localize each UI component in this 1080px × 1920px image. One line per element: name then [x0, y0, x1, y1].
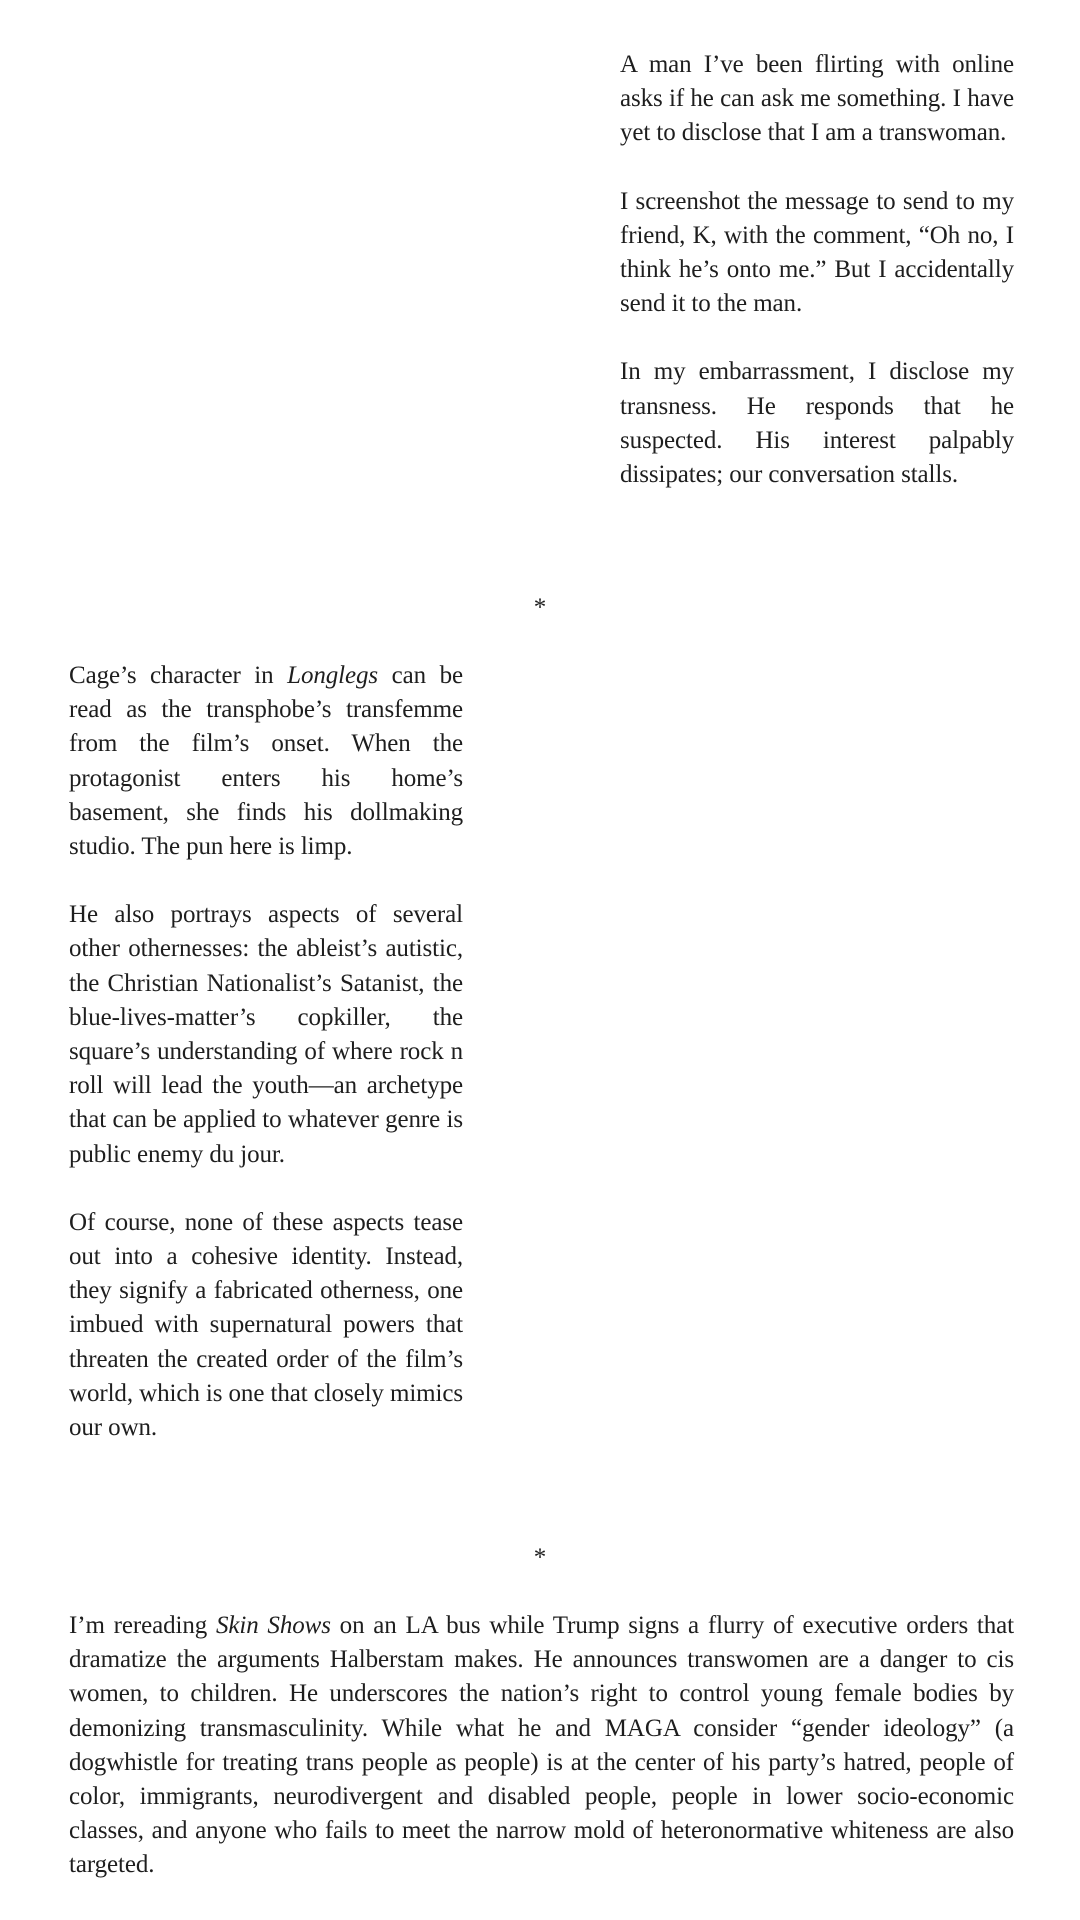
section-longlegs-analysis [69, 659, 463, 1479]
text-span: Cage’s character in [69, 662, 288, 689]
paragraph: In my embarrassment, I disclose my transness. He responds that he suspected. His interest palpably dissipates; our conversation stalls. [620, 358, 1014, 489]
section-divider: * [533, 1544, 547, 1571]
paragraph [69, 1609, 1014, 1883]
text-span: I’m rereading [69, 1612, 216, 1639]
book-title: Skin Shows [215, 1612, 331, 1639]
text-span: can be read as the transphobe’s transfemme from the film’s onset. When the protagonist enters his home’s basement, she finds his dollmaking studio. The pun here is limp. [69, 662, 463, 861]
paragraph: A man I’ve been flirting with online asks if he can ask me something. I have yet to disclose that I am a transwoman. [620, 51, 1014, 147]
paragraph [69, 659, 463, 864]
paragraph: He also portrays aspects of several other othernesses: the ableist’s autistic, the Christian Nationalist’s Satanist, the blue-lives-matter’s copkiller, the square’s understanding of where rock n roll will lead the youth—an archetype that can be applied to whatever genre is public enemy du jour. [69, 901, 463, 1168]
text-span: on an LA bus while Trump signs a flurry of executive orders that dramatize the arguments Halberstam makes. He announces transwomen are a danger to cis women, to children. He underscores the nation’s right to control young female bodies by demonizing transmasculinity. While what he and MAGA consider “gender ideology” (a dogwhistle for treating trans people as people) is at the center of his party’s hatred, people of color, immigrants, neurodivergent and disabled people, people in lower socio-economic classes, and anyone who fails to meet the narrow mold of heteronormative whiteness are also targeted. [69, 1612, 1014, 1879]
paragraph: I screenshot the message to send to my friend, K, with the comment, “Oh no, I think he’s onto me.” But I accidentally send it to the man. [620, 187, 1014, 318]
film-title: Longlegs [287, 662, 379, 689]
section-skin-shows [69, 1609, 1014, 1917]
paragraph: Of course, none of these aspects tease out into a cohesive identity. Instead, they signify a fabricated otherness, one imbued with supernatural powers that threaten the created order of the film’s world, which is one that closely mimics our own. [69, 1208, 463, 1442]
section-divider: * [533, 594, 547, 621]
section-disclosure-story [620, 48, 1014, 526]
